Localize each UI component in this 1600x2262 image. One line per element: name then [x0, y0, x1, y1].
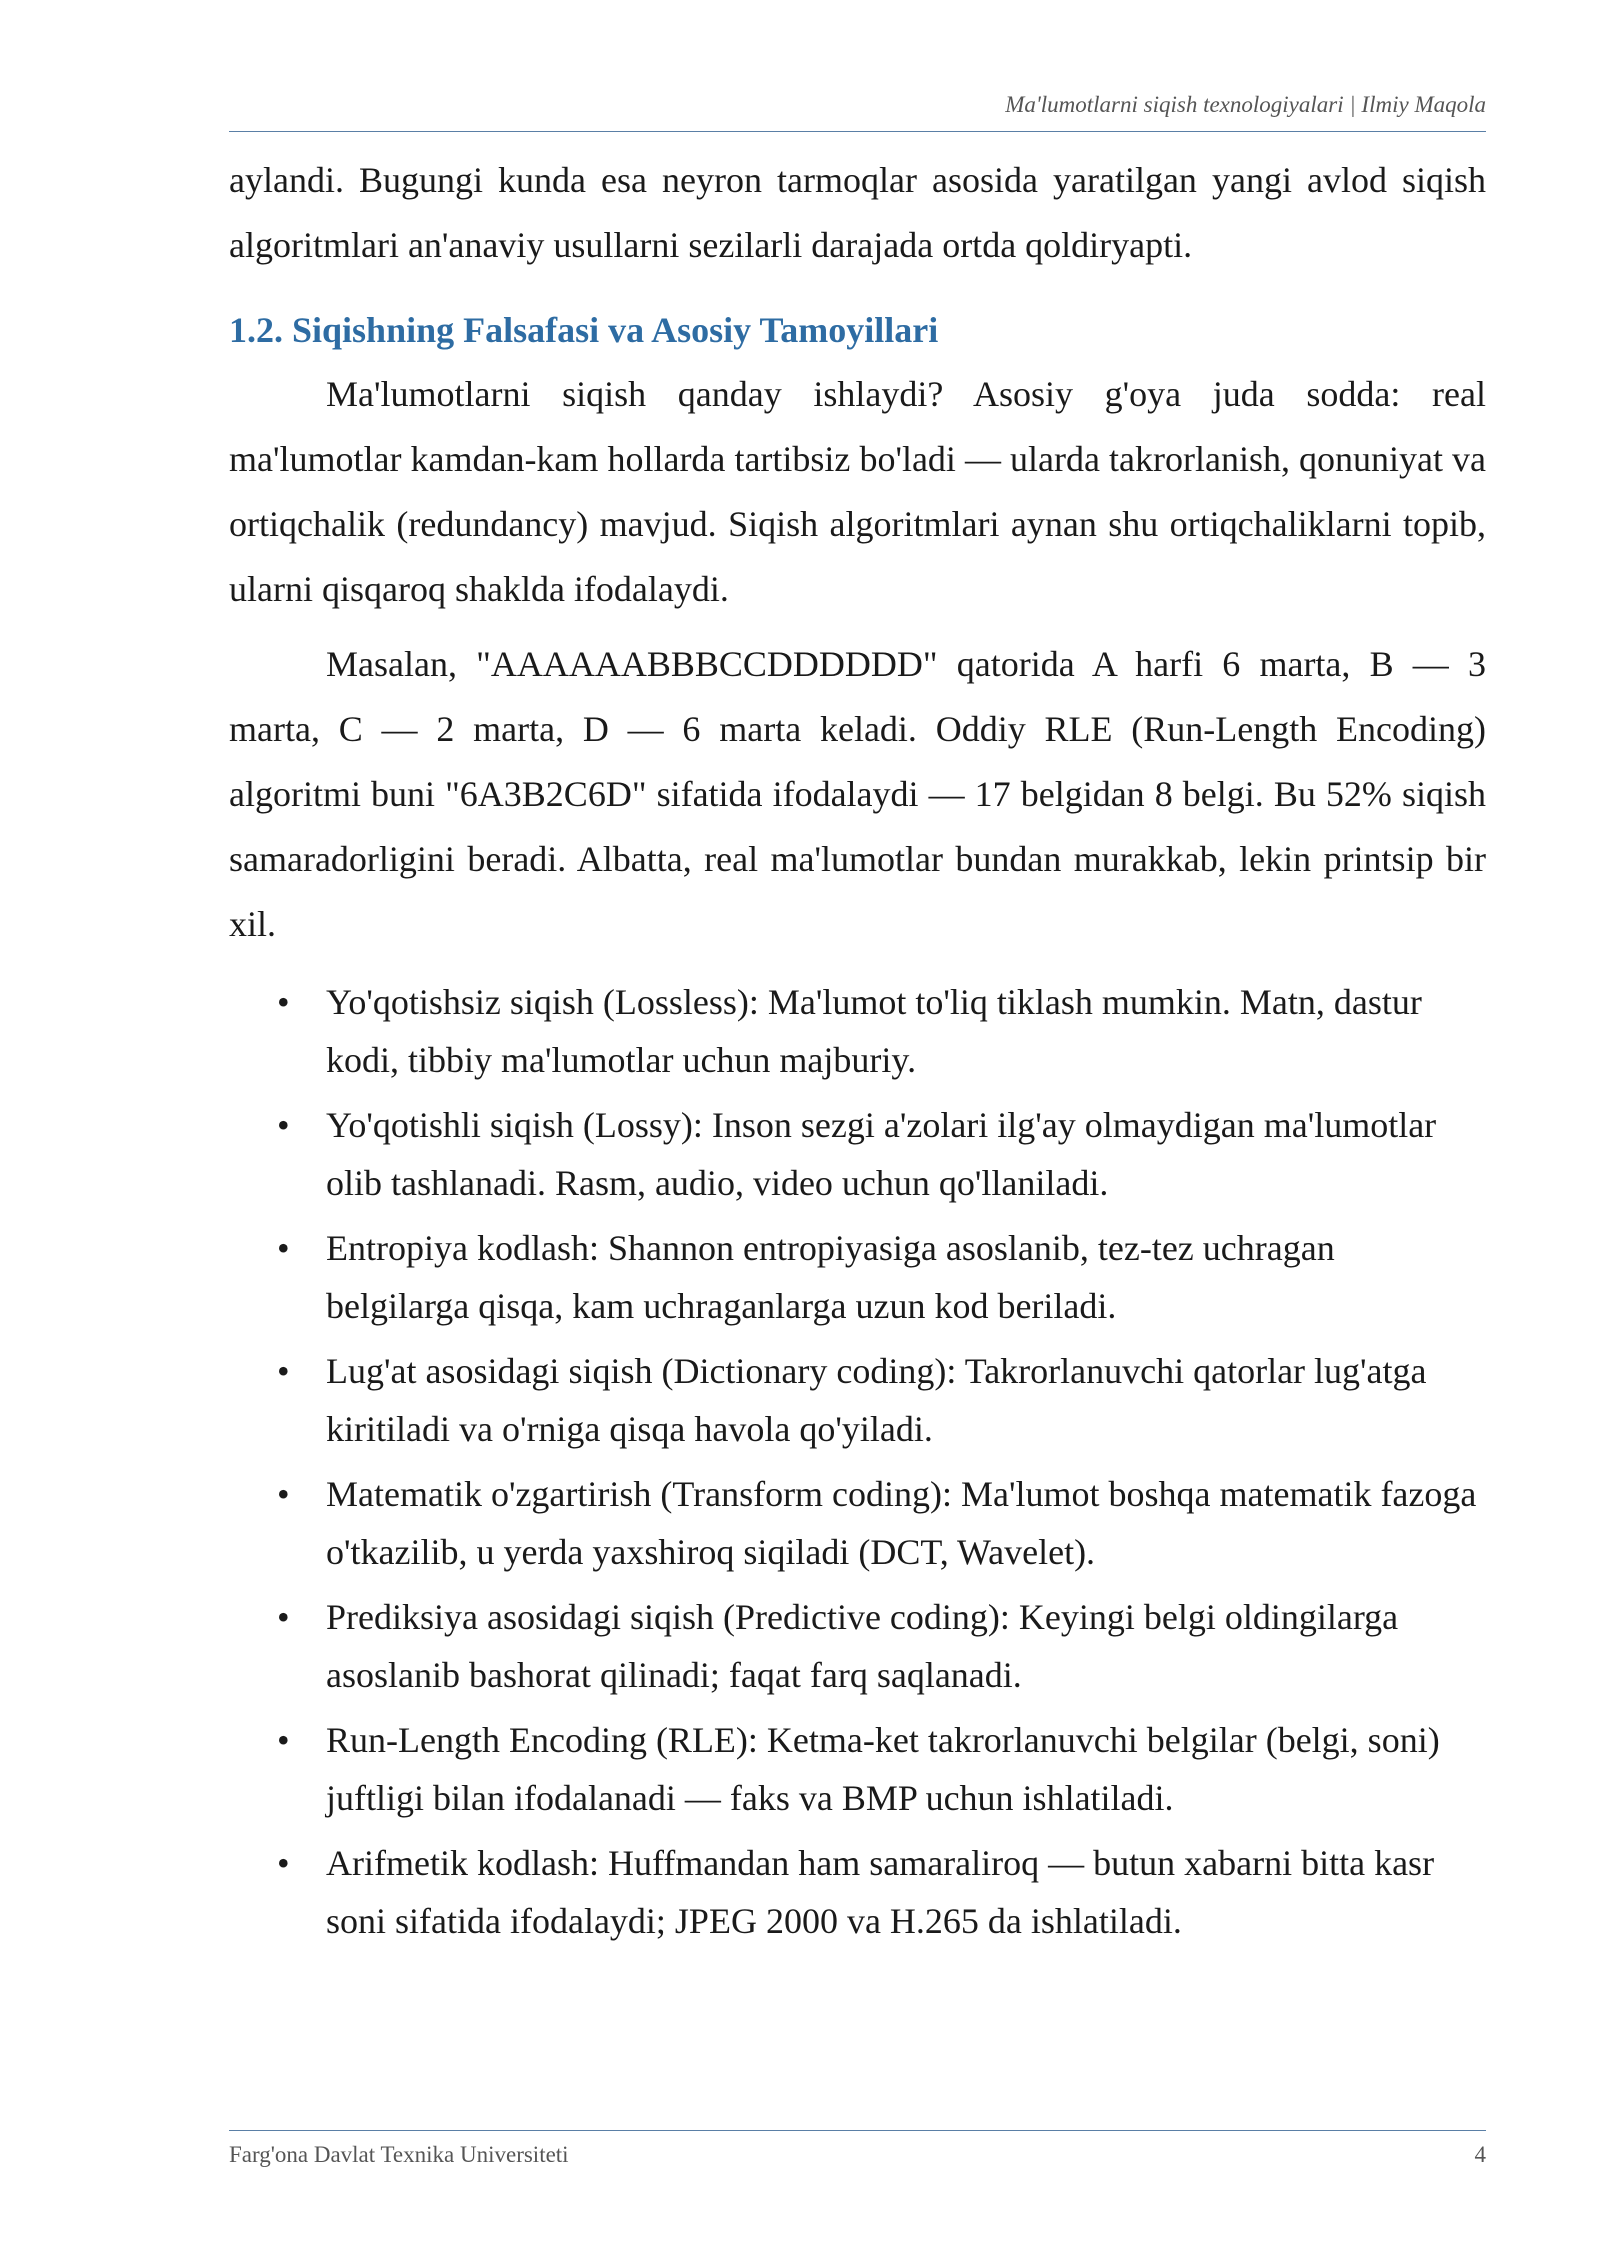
list-item: [229, 1465, 1486, 1581]
list-item-text: Lug'at asosidagi siqish (Dictionary coding): Takrorlanuvchi qatorlar lug'atga kiritiladi va o'rniga qisqa havola qo'yiladi.: [326, 1351, 1427, 1449]
paragraph-compression-idea: Ma'lumotlarni siqish qanday ishlaydi? Asosiy g'oya juda sodda: real ma'lumotlar kamdan-kam hollarda tartibsiz bo'ladi — ularda takrorlanish, qonuniyat va ortiqchalik (redundancy) mavjud. Siqish algoritmlari aynan shu ortiqchaliklarni topib, ularni qisqaroq shaklda ifodalaydi.: [229, 374, 1486, 609]
bullet-mark: •: [277, 1597, 290, 1637]
page-number: 4: [1474, 2142, 1486, 2167]
list-item: [229, 1834, 1486, 1950]
paragraph-rle-example: Masalan, "AAAAAABBBCCDDDDDD" qatorida A harfi 6 marta, B — 3 marta, C — 2 marta, D — 6 marta keladi. Oddiy RLE (Run-Length Encoding) algoritmi buni "6A3B2C6D" sifatida ifodalaydi — 17 belgidan 8 belgi. Bu 52% siqish samaradorligini beradi. Albatta, real ma'lumotlar bundan murakkab, lekin printsip bir xil.: [229, 644, 1486, 944]
bullet-mark: •: [277, 1843, 290, 1883]
bullet-mark: •: [277, 1105, 290, 1145]
list-item-text: Arifmetik kodlash: Huffmandan ham samaraliroq — butun xabarni bitta kasr soni sifatida ifodalaydi; JPEG 2000 va H.265 da ishlatiladi.: [326, 1843, 1435, 1941]
footer-institution: Farg'ona Davlat Texnika Universiteti: [229, 2142, 569, 2167]
continuation-paragraph: aylandi. Bugungi kunda esa neyron tarmoqlar asosida yaratilgan yangi avlod siqish algoritmlari an'anaviy usullarni sezilarli darajada ortda qoldiryapti.: [229, 160, 1486, 265]
running-header: Ma'lumotlarni siqish texnologiyalari | Ilmiy Maqola: [1005, 92, 1486, 117]
header-rule: [229, 131, 1486, 132]
list-item-text: Entropiya kodlash: Shannon entropiyasiga asoslanib, tez-tez uchragan belgilarga qisqa, kam uchraganlarga uzun kod beriladi.: [326, 1228, 1335, 1326]
list-item: [229, 1342, 1486, 1458]
list-item: [229, 973, 1486, 1089]
list-item-text: Yo'qotishli siqish (Lossy): Inson sezgi a'zolari ilg'ay olmaydigan ma'lumotlar olib tashlanadi. Rasm, audio, video uchun qo'llaniladi.: [326, 1105, 1437, 1203]
list-item: [229, 1711, 1486, 1827]
bullet-mark: •: [277, 1228, 290, 1268]
main-content: [229, 148, 1486, 1957]
principles-list: [229, 973, 1486, 1950]
list-item-text: Yo'qotishsiz siqish (Lossless): Ma'lumot to'liq tiklash mumkin. Matn, dastur kodi, tibbiy ma'lumotlar uchun majburiy.: [326, 982, 1422, 1080]
footer-rule: [229, 2130, 1486, 2131]
list-item-text: Run-Length Encoding (RLE): Ketma-ket takrorlanuvchi belgilar (belgi, soni) juftligi bilan ifodalanadi — faks va BMP uchun ishlatiladi.: [326, 1720, 1440, 1818]
list-item-text: Matematik o'zgartirish (Transform coding): Ma'lumot boshqa matematik fazoga o'tkazilib, u yerda yaxshiroq siqiladi (DCT, Wavelet).: [326, 1474, 1477, 1572]
list-item: [229, 1588, 1486, 1704]
list-item: [229, 1219, 1486, 1335]
bullet-mark: •: [277, 1720, 290, 1760]
bullet-mark: •: [277, 1474, 290, 1514]
bullet-mark: •: [277, 982, 290, 1022]
bullet-mark: •: [277, 1351, 290, 1391]
section-heading: 1.2. Siqishning Falsafasi va Asosiy Tamoyillari: [229, 310, 939, 350]
list-item-text: Prediksiya asosidagi siqish (Predictive coding): Keyingi belgi oldingilarga asoslanib bashorat qilinadi; faqat farq saqlanadi.: [326, 1597, 1399, 1695]
list-item: [229, 1096, 1486, 1212]
